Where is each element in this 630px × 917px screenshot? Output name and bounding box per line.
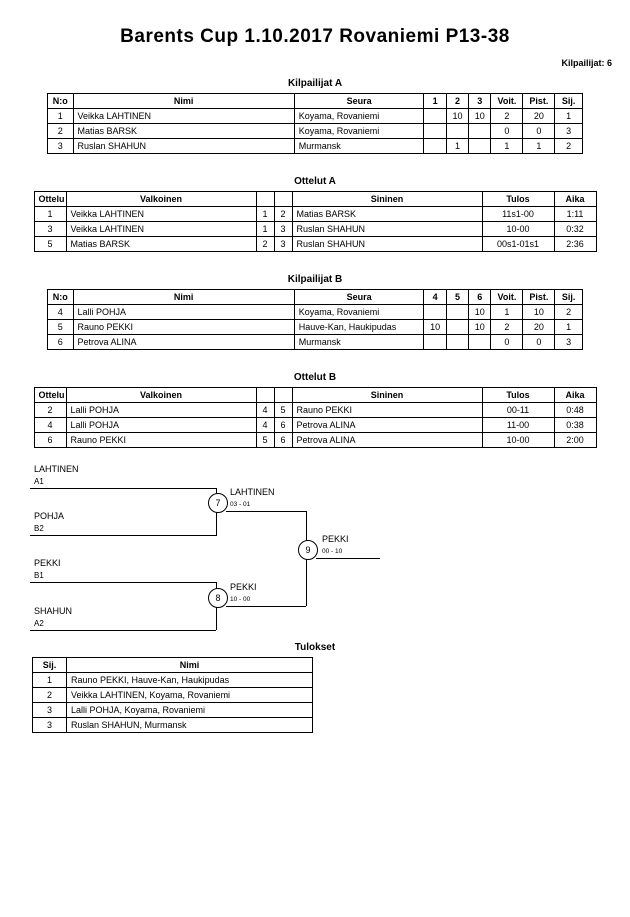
cell-points: 0 [523,124,555,139]
cell-time: 0:48 [554,403,596,418]
cell-wins: 1 [491,305,523,320]
cell-points: 0 [523,335,555,350]
cell-name: Lalli POHJA [73,305,294,320]
cell-score-1 [424,305,446,320]
table-row [34,207,596,222]
cell-no: 3 [48,139,74,154]
cell-match: 5 [34,237,66,252]
cell-club: Murmansk [294,335,424,350]
cell-blue: Matias BARSK [292,207,482,222]
cell-time: 0:32 [554,222,596,237]
cell-score-1 [424,124,446,139]
col-rank: Sij. [33,658,67,673]
pool-a-table [47,93,583,154]
cell-rank: 1 [555,109,583,124]
cell-white: Lalli POHJA [66,403,256,418]
cell-rank: 3 [555,124,583,139]
cell-name: Rauno PEKKI [73,320,294,335]
cell-result: 10-00 [482,433,554,448]
cell-points: 20 [523,109,555,124]
cell-score-2 [446,335,468,350]
bracket-line [226,511,306,512]
results-heading: Tulokset [294,642,336,653]
bracket-entrant-seed: B1 [34,571,44,580]
table-header-row [34,388,596,403]
col-white: Valkoinen [66,192,256,207]
col-blue: Sininen [292,192,482,207]
cell-white: Lalli POHJA [66,418,256,433]
col-blue-no [274,388,292,403]
matches-b-table-wrap [0,387,630,448]
matches-b-table [34,387,597,448]
cell-rank: 2 [33,688,67,703]
cell-club: Hauve-Kan, Haukipudas [294,320,424,335]
cell-white-no: 4 [256,418,274,433]
table-row [34,433,596,448]
col-name: Nimi [73,290,294,305]
cell-score-3 [469,335,491,350]
table-row [48,320,583,335]
bracket-final-score: 00 - 10 [322,548,343,555]
bracket-match-node-8: 8 [208,588,228,608]
cell-white-no: 4 [256,403,274,418]
cell-name: Veikka LAHTINEN [73,109,294,124]
cell-points: 20 [523,320,555,335]
col-white-no [256,388,274,403]
cell-rank: 2 [555,305,583,320]
bracket-line [30,582,216,583]
pool-a-table-wrap [0,93,630,154]
cell-name: Matias BARSK [73,124,294,139]
cell-blue-no: 2 [274,207,292,222]
cell-no: 2 [48,124,74,139]
cell-name: Ruslan SHAHUN, Murmansk [67,718,313,733]
cell-white: Veikka LAHTINEN [66,207,256,222]
bracket-entrant-name: POHJA [34,511,65,521]
col-match: Ottelu [34,388,66,403]
cell-wins: 2 [491,320,523,335]
col-result: Tulos [482,388,554,403]
table-row [33,688,313,703]
bracket-semifinal-score: 03 - 01 [230,501,251,508]
table-row [33,673,313,688]
cell-no: 4 [48,305,74,320]
cell-score-2 [446,305,468,320]
table-header-row [34,192,596,207]
results-table [32,657,313,733]
cell-points: 1 [523,139,555,154]
bracket-semifinal-winner: PEKKI [230,582,257,592]
bracket-semifinal-score: 10 - 00 [230,596,251,603]
cell-club: Koyama, Rovaniemi [294,109,424,124]
cell-score-3 [469,139,491,154]
col-rank: Sij. [555,94,583,109]
bracket-line [226,606,306,607]
cell-name: Veikka LAHTINEN, Koyama, Rovaniemi [67,688,313,703]
cell-match: 1 [34,207,66,222]
cell-blue-no: 5 [274,403,292,418]
bracket-entrant-seed: A2 [34,619,44,628]
cell-club: Murmansk [294,139,424,154]
cell-time: 1:11 [554,207,596,222]
cell-rank: 1 [555,320,583,335]
col-score-3: 3 [469,94,491,109]
cell-match: 6 [34,433,66,448]
table-row [48,305,583,320]
cell-rank: 3 [555,335,583,350]
cell-name: Rauno PEKKI, Hauve-Kan, Haukipudas [67,673,313,688]
pool-b-table-wrap [0,289,630,350]
cell-time: 2:36 [554,237,596,252]
cell-rank: 2 [555,139,583,154]
bracket-entrant-name: LAHTINEN [34,464,79,474]
col-points: Pist. [523,290,555,305]
col-score-2: 5 [446,290,468,305]
bracket-line [30,488,216,489]
cell-blue: Ruslan SHAHUN [292,222,482,237]
page-title: Barents Cup 1.10.2017 Rovaniemi P13-38 [120,26,510,47]
cell-wins: 1 [491,139,523,154]
col-result: Tulos [482,192,554,207]
elimination-bracket [0,462,630,642]
cell-blue-no: 3 [274,222,292,237]
bracket-entrant-name: PEKKI [34,558,61,568]
cell-score-3 [469,124,491,139]
col-white: Valkoinen [66,388,256,403]
table-header-row [33,658,313,673]
cell-blue: Petrova ALINA [292,433,482,448]
col-name: Nimi [73,94,294,109]
col-white-no [256,192,274,207]
table-row [33,703,313,718]
table-header-row [48,290,583,305]
bracket-line [316,558,380,559]
col-club: Seura [294,290,424,305]
cell-white-no: 5 [256,433,274,448]
cell-blue: Ruslan SHAHUN [292,237,482,252]
table-row [48,124,583,139]
col-wins: Voit. [491,94,523,109]
cell-rank: 3 [33,718,67,733]
cell-name: Ruslan SHAHUN [73,139,294,154]
cell-blue-no: 3 [274,237,292,252]
cell-result: 00s1-01s1 [482,237,554,252]
cell-score-2 [446,320,468,335]
cell-score-3: 10 [469,109,491,124]
bracket-entrant-name: SHAHUN [34,606,73,616]
col-time: Aika [554,192,596,207]
cell-score-2 [446,124,468,139]
bracket-entrant-seed: B2 [34,524,44,533]
col-name: Nimi [67,658,313,673]
cell-rank: 1 [33,673,67,688]
col-blue-no [274,192,292,207]
bracket-semifinal-winner: LAHTINEN [230,487,275,497]
pool-b-table [47,289,583,350]
pool-a-heading: Kilpailijat A [287,78,343,89]
cell-white: Veikka LAHTINEN [66,222,256,237]
cell-score-1: 10 [424,320,446,335]
cell-blue: Petrova ALINA [292,418,482,433]
table-row [34,222,596,237]
table-row [34,403,596,418]
cell-no: 5 [48,320,74,335]
cell-score-3: 10 [469,320,491,335]
cell-rank: 3 [33,703,67,718]
cell-score-3: 10 [469,305,491,320]
col-rank: Sij. [555,290,583,305]
results-table-wrap [0,657,630,733]
cell-score-1 [424,109,446,124]
matches-b-heading: Ottelut B [293,372,337,383]
matches-a-heading: Ottelut A [294,176,336,187]
cell-white: Matias BARSK [66,237,256,252]
col-time: Aika [554,388,596,403]
cell-club: Koyama, Rovaniemi [294,124,424,139]
cell-club: Koyama, Rovaniemi [294,305,424,320]
bracket-match-node-7: 7 [208,493,228,513]
cell-score-2: 10 [446,109,468,124]
cell-match: 4 [34,418,66,433]
cell-result: 00-11 [482,403,554,418]
competitors-count: Kilpailijat: 6 [561,58,612,68]
cell-time: 2:00 [554,433,596,448]
pool-b-heading: Kilpailijat B [287,274,343,285]
table-row [48,335,583,350]
bracket-match-node-9: 9 [298,540,318,560]
cell-blue-no: 6 [274,418,292,433]
cell-no: 1 [48,109,74,124]
col-wins: Voit. [491,290,523,305]
col-club: Seura [294,94,424,109]
cell-time: 0:38 [554,418,596,433]
bracket-entrant-seed: A1 [34,477,44,486]
cell-result: 10-00 [482,222,554,237]
cell-result: 11-00 [482,418,554,433]
cell-match: 3 [34,222,66,237]
cell-white: Rauno PEKKI [66,433,256,448]
bracket-final-winner: PEKKI [322,534,349,544]
cell-white-no: 1 [256,222,274,237]
cell-white-no: 2 [256,237,274,252]
table-row [48,139,583,154]
table-header-row [48,94,583,109]
cell-match: 2 [34,403,66,418]
col-no: N:o [48,94,74,109]
cell-wins: 0 [491,335,523,350]
col-score-1: 1 [424,94,446,109]
table-row [34,237,596,252]
cell-score-2: 1 [446,139,468,154]
cell-no: 6 [48,335,74,350]
table-row [34,418,596,433]
col-match: Ottelu [34,192,66,207]
cell-score-1 [424,139,446,154]
cell-name: Lalli POHJA, Koyama, Rovaniemi [67,703,313,718]
tournament-results-page [0,26,630,917]
cell-wins: 0 [491,124,523,139]
col-score-2: 2 [446,94,468,109]
col-blue: Sininen [292,388,482,403]
cell-points: 10 [523,305,555,320]
bracket-line [30,630,216,631]
col-score-1: 4 [424,290,446,305]
cell-blue: Rauno PEKKI [292,403,482,418]
col-score-3: 6 [469,290,491,305]
col-points: Pist. [523,94,555,109]
table-row [33,718,313,733]
col-no: N:o [48,290,74,305]
cell-score-1 [424,335,446,350]
cell-name: Petrova ALINA [73,335,294,350]
cell-blue-no: 6 [274,433,292,448]
matches-a-table-wrap [0,191,630,252]
table-row [48,109,583,124]
matches-a-table [34,191,597,252]
cell-wins: 2 [491,109,523,124]
cell-result: 11s1-00 [482,207,554,222]
cell-white-no: 1 [256,207,274,222]
bracket-line [30,535,216,536]
